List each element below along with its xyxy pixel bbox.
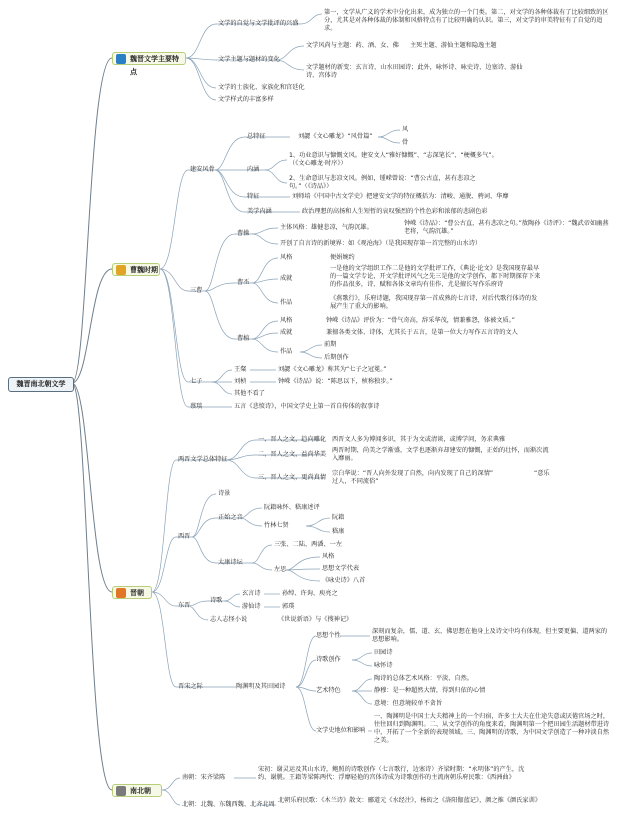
node[interactable]: 陶诗的总体艺术风格：平淡、自然。 (374, 675, 473, 682)
node[interactable]: 主死主题、游仙主题和隐逸主题 (410, 42, 497, 49)
node[interactable]: 风 (402, 126, 409, 133)
node[interactable]: 游仙诗 (242, 603, 261, 610)
node[interactable]: 东晋 (178, 602, 191, 609)
node[interactable]: 咏怀诗 (374, 662, 393, 669)
node[interactable]: 便娟婉约 (330, 254, 355, 261)
section-label: 晋朝 (130, 589, 144, 597)
house-icon (116, 588, 126, 598)
node[interactable]: 王粲 (234, 366, 247, 373)
node[interactable]: 三张、二陆、两潘、一左 (274, 541, 343, 548)
node[interactable]: 兼擅各类文体、诗体，尤其长于五言，是第一位大力写作五言诗的文人 (326, 329, 518, 336)
node[interactable]: 思想个性 (316, 632, 341, 639)
node[interactable]: 《咏史诗》八首 (322, 577, 366, 584)
node[interactable]: 钟嵘《诗品》评价为：“骨气奇高，辞采华茂，情兼雅怨，体被文质。” (326, 317, 515, 324)
node[interactable]: 陶渊明及其田园诗 (236, 683, 286, 690)
node[interactable]: 诗景 (218, 490, 231, 497)
node[interactable]: 静穆：是一种超然大情，得到归依的心情 (374, 687, 486, 694)
node[interactable]: 文学史地位和影响 (316, 727, 366, 734)
node[interactable]: 文学题材的新变：玄言诗、山水田园诗；此外，咏怀诗、咏史诗、边塞诗、游仙诗、宫体诗 (306, 64, 523, 79)
node[interactable]: 宋初：谢灵运及其山水诗，鲍照的诗歌创作（七言歌行，边塞诗）齐梁时期：“永明体”的产生，沈约、谢朓。王籍等梁陈两代：浮靡轻艳的宫体诗成为诗歌创作的主流南朝乐府民歌：《西洲曲》 (258, 766, 525, 781)
node[interactable]: 曹植 (237, 335, 250, 342)
node[interactable]: “意乐过人，不同流俗” (332, 470, 550, 485)
node[interactable]: 阮籍 (332, 514, 345, 521)
node[interactable]: 诗歌 (210, 597, 223, 604)
section-jin[interactable] (112, 586, 152, 599)
node[interactable]: 竹林七贤 (264, 522, 289, 529)
node[interactable]: 两晋时期，尚美之学渐盛，文学也逐渐弃却建安的慷慨，正始的壮怀，而渐次流入靡丽。 (332, 447, 549, 462)
node[interactable]: 2、生命意识与悲凉文风。例如，锺嵘曾说：“曹公古直，甚有悲凉之句。”（《诗品》） (289, 175, 476, 190)
node[interactable]: 艺术特色 (316, 687, 341, 694)
node[interactable]: 作品 (280, 299, 293, 306)
node[interactable]: 钟嵘《诗品》：“曹公古直，甚有悲凉之句。”敖陶孙《诗评》：“魏武帝如幽燕老将，气韵沉雄。” (404, 220, 609, 235)
node[interactable]: 文学的自觉与文学批评的兴盛 (218, 20, 299, 27)
node[interactable]: 玄言诗 (242, 590, 261, 597)
section-caowei[interactable] (112, 263, 160, 276)
node[interactable]: 田园诗 (374, 649, 393, 656)
node[interactable]: 刘勰《文心雕龙》称其为“七子之冠冕。” (278, 366, 387, 373)
node[interactable]: 风格 (280, 254, 293, 261)
node[interactable]: 宗白华说：“晋人向外发现了自然，向内发现了自己的深情” (332, 470, 494, 477)
node[interactable]: 北朝乐府民歌：《木兰诗》散文：郦道元《水经注》，杨衒之《洛阳伽蓝记》，颜之推《颜氏家训》 (278, 797, 541, 804)
node[interactable]: 思想文学代表 (322, 565, 360, 572)
node[interactable]: 特征 (247, 193, 260, 200)
section-label: 南北朝 (130, 787, 151, 795)
node[interactable]: 作品 (280, 348, 293, 355)
node[interactable]: 成就 (280, 329, 293, 336)
node[interactable]: 深刻而复杂，儒、道、玄、佛思想在他身上及诗文中均有体现，但主要更偏、道两家的思想影响。 (372, 628, 608, 643)
node[interactable]: 三、晋人之文，更尚真情 (258, 474, 327, 481)
node[interactable]: 一是他的文学组织工作二是他的文学批评工作，《典论·论文》是我国现存最早的一篇文学专论，开文学批评风气之先三是他的文学创作，都下时期探存下来的作品很多，诗、赋和各体文章均有佳作，尤是擅长写作乐府诗 (330, 265, 541, 288)
node[interactable]: 骨 (402, 139, 409, 146)
section-nanbeichao[interactable] (112, 784, 162, 797)
node[interactable]: 七子 (190, 378, 203, 385)
node[interactable]: 开创了自言诗的新境界：如《观沧海》（是我国现存第一首完整的山水诗） (280, 240, 482, 247)
section-label: 曹魏时期 (130, 266, 158, 274)
node[interactable]: 刘勰《文心雕龙》“风骨篇” (298, 133, 373, 140)
node[interactable]: 文学风尚与主题：药、酒、女、佛 (306, 42, 399, 49)
node[interactable]: 两晋文学总体特征 (178, 456, 228, 463)
node[interactable]: 太康诗坛 (218, 559, 243, 566)
section-label: 魏晋文学主要特点 (130, 55, 179, 76)
section-characteristics[interactable] (112, 52, 186, 76)
node[interactable]: 二、晋人之文，益尚华美 (258, 451, 327, 458)
flag-icon (116, 54, 126, 64)
node[interactable]: 嵇康 (332, 528, 345, 535)
node[interactable]: 正始之音 (218, 514, 243, 521)
node[interactable]: 后期创作 (324, 354, 349, 361)
node[interactable]: 蔡琰 (190, 403, 203, 410)
node[interactable]: 刘师培《中国中古文学史》把建安文学的特征概括为：清峻、通脱、骋词、华靡 (292, 193, 509, 200)
node[interactable]: 晋宋之际 (178, 683, 203, 690)
node[interactable]: 三曹 (190, 287, 203, 294)
node[interactable]: 曹丕 (237, 279, 250, 286)
node[interactable]: 风格 (280, 317, 293, 324)
node[interactable]: 前期 (324, 341, 337, 348)
node[interactable]: 总特征 (247, 133, 266, 140)
node[interactable]: 南朝：宋齐梁陈 (182, 774, 226, 781)
node-note: 第一，文学从广义的学术中分化出来，成为独立的一个门类。第二，对文学的各种体裁有了比较细致的区分，尤其是对各种体裁的体制和风格特点有了比较明确的认识。第三，对文学的审美特征有了自觉的追求。 (324, 9, 609, 32)
node[interactable]: 成就 (280, 275, 293, 282)
node[interactable]: 曹操 (237, 230, 250, 237)
node[interactable]: 一、晋人之文，趋向雕化 (258, 436, 327, 443)
node[interactable]: 刘桢 (234, 378, 247, 385)
node[interactable]: 西晋 (178, 533, 191, 540)
root-node[interactable]: 魏晋南北朝文学 (8, 377, 74, 392)
node[interactable]: 志人志怪小说 (210, 616, 248, 623)
node[interactable]: 一、陶渊明是中国士大夫精神上的一个归宿，许多士大夫在仕途失意或厌倦官场之时，往往回归到陶渊明。二、从文学创作的角度来看，陶渊明第一个把田园生活题材带进诗中，开拓了一个全新的表现领域。三、陶渊明的诗歌，为中国文学创造了一种冲淡自然之美。 (374, 713, 610, 744)
node[interactable]: 五言《悲愤诗》，中国文学史上第一首自传体的叙事诗 (234, 403, 380, 410)
node[interactable]: 《世说新语》与《搜神记》 (278, 616, 353, 623)
node[interactable]: 文学的士族化、家族化和宫廷化 (218, 84, 305, 91)
node[interactable]: 政治理想的高扬和人生短暂的哀叹强烈的个性色彩和浓郁的悲剧色彩 (302, 208, 488, 215)
node[interactable]: 左思 (274, 566, 287, 573)
node[interactable]: 风格 (322, 553, 335, 560)
node[interactable]: 建安风骨 (190, 166, 215, 173)
node[interactable]: 内涵 (247, 166, 260, 173)
tools-icon (116, 786, 126, 796)
node[interactable]: 文学主题与题材的变化 (218, 56, 280, 63)
node[interactable]: 文学样式的丰富多样 (218, 96, 274, 103)
node[interactable]: 《燕歌行》，乐府诗题，我国现存第一首成熟的七言诗，对后代歌行体诗的发展产生了重大的影响。 (330, 295, 538, 310)
node[interactable]: 意境：但意境较单不贪旨 (374, 700, 443, 707)
node[interactable]: 孙绰、许询、庾亮之 (282, 590, 338, 597)
node[interactable]: 郭璞 (282, 603, 295, 610)
node[interactable]: 美学内涵 (247, 208, 272, 215)
node[interactable]: 其他不看了 (234, 390, 265, 397)
node[interactable]: 诗歌创作 (316, 656, 341, 663)
node[interactable]: 西晋文人多为博闻多识，其于为文或清谈，或博学问，务求典雅 (332, 436, 506, 443)
node[interactable]: 1、功业意识与慷慨文风。建安文人“雅好慷慨”、“志深笔长”、“梗概多气”。（《文心雕龙·时序》） (289, 152, 498, 167)
folder-icon (116, 265, 126, 275)
node[interactable]: 主体风格：雄健悲凉，气韵沉雄。 (280, 224, 373, 231)
node[interactable]: 北朝：北魏、东魏西魏、北齐北周 (182, 801, 275, 808)
node[interactable]: 钟嵘《诗品》说：“陈思以下，桢称独步。” (278, 378, 393, 385)
node[interactable]: 阮籍咏怀、嵇康述评 (264, 504, 320, 511)
